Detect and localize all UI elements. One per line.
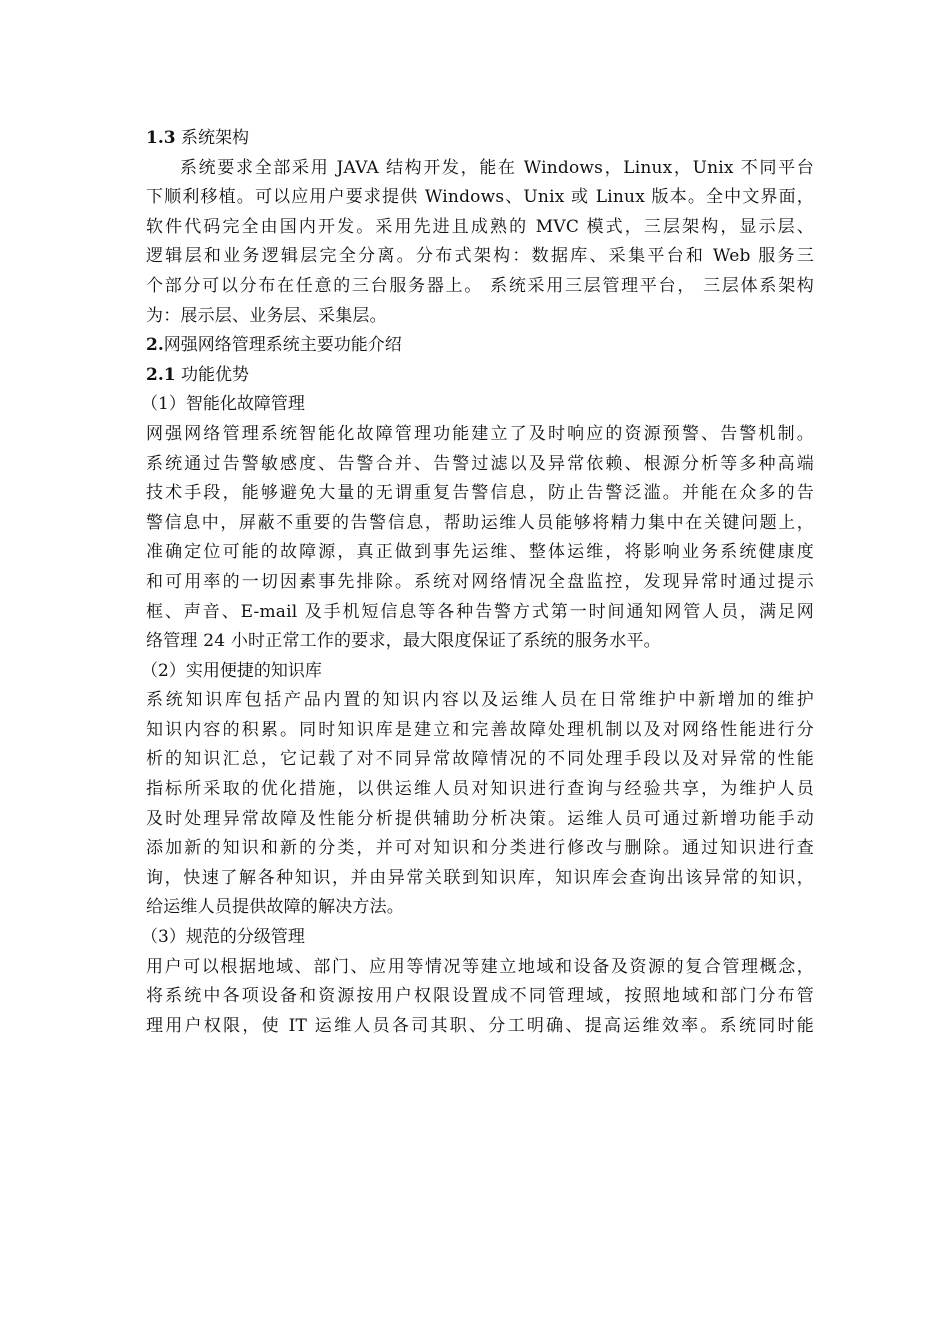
item-heading-1: （1）智能化故障管理 — [141, 394, 305, 415]
section-heading-2 — [146, 331, 814, 361]
section-heading-2-1 — [146, 361, 814, 391]
paragraph-line: 析的知识汇总，它记载了对不同异常故障情况的不同处理手段以及对异常的性能 — [146, 749, 814, 770]
section-number: 2. — [146, 335, 164, 356]
paragraph-line: 添加新的知识和新的分类，并可对知识和分类进行修改与删除。通过知识进行查 — [146, 838, 814, 859]
item-heading-3: （3）规范的分级管理 — [141, 927, 305, 948]
paragraph-line: 知识内容的积累。同时知识库是建立和完善故障处理机制以及对网络性能进行分 — [146, 719, 814, 740]
paragraph-line: 技术手段，能够避免大量的无谓重复告警信息，防止告警泛滥。并能在众多的告 — [146, 483, 814, 504]
paragraph-line: 和可用率的一切因素事先排除。系统对网络情况全盘监控，发现异常时通过提示 — [146, 571, 814, 592]
paragraph-line: 下顺利移植。可以应用户要求提供 Windows、Unix 或 Linux 版本。全中文界面， — [146, 187, 814, 208]
section-number: 1.3 — [146, 128, 176, 148]
paragraph-line: 为：展示层、业务层、采集层。 — [146, 305, 387, 326]
paragraph-line: 询，快速了解各种知识，并由异常关联到知识库，知识库会查询出该异常的知识， — [146, 867, 814, 888]
paragraph-line: 给运维人员提供故障的解决方法。 — [146, 897, 404, 918]
section-title: 功能优势 — [175, 364, 249, 385]
paragraph-line: 软件代码完全由国内开发。采用先进且成熟的 MVC 模式，三层架构，显示层、 — [146, 216, 814, 237]
paragraph-line: 系统要求全部采用 JAVA 结构开发，能在 Windows，Linux，Unix 不同平台 — [180, 157, 814, 178]
paragraph-line: 用户可以根据地域、部门、应用等情况等建立地域和设备及资源的复合管理概念， — [146, 956, 814, 977]
paragraph-line: 系统通过告警敏感度、告警合并、告警过滤以及异常依赖、根源分析等多种高端 — [146, 453, 814, 474]
paragraph-line: 网强网络管理系统智能化故障管理功能建立了及时响应的资源预警、告警机制。 — [146, 423, 814, 444]
document-body — [141, 124, 814, 1041]
paragraph-line: 准确定位可能的故障源，真正做到事先运维、整体运维，将影响业务系统健康度 — [146, 542, 814, 563]
section-heading-1-3 — [146, 124, 814, 154]
paragraph-line: 逻辑层和业务逻辑层完全分离。分布式架构：数据库、采集平台和 Web 服务三 — [146, 246, 814, 267]
paragraph-line: 络管理 24 小时正常工作的要求，最大限度保证了系统的服务水平。 — [146, 631, 661, 652]
section-number: 2.1 — [146, 364, 176, 385]
section-title: 系统架构 — [175, 128, 249, 148]
paragraph-line: 理用户权限，使 IT 运维人员各司其职、分工明确、提高运维效率。系统同时能 — [146, 1015, 814, 1036]
paragraph-line: 个部分可以分布在任意的三台服务器上。 系统采用三层管理平台， 三层体系架构 — [146, 275, 814, 296]
paragraph-line: 将系统中各项设备和资源按用户权限设置成不同管理域，按照地域和部门分布管 — [146, 986, 814, 1007]
paragraph-line: 框、声音、E-mail 及手机短信息等各种告警方式第一时间通知网管人员，满足网 — [146, 601, 814, 622]
item-heading-2: （2）实用便捷的知识库 — [141, 660, 322, 681]
paragraph-line: 及时处理异常故障及性能分析提供辅助分析决策。运维人员可通过新增功能手动 — [146, 808, 814, 829]
section-title: 网强网络管理系统主要功能介绍 — [163, 335, 402, 356]
paragraph-line: 指标所采取的优化措施，以供运维人员对知识进行查询与经验共享，为维护人员 — [146, 779, 814, 800]
paragraph-line: 警信息中，屏蔽不重要的告警信息，帮助运维人员能够将精力集中在关键问题上， — [146, 512, 814, 533]
paragraph-line: 系统知识库包括产品内置的知识内容以及运维人员在日常维护中新增加的维护 — [146, 690, 814, 711]
